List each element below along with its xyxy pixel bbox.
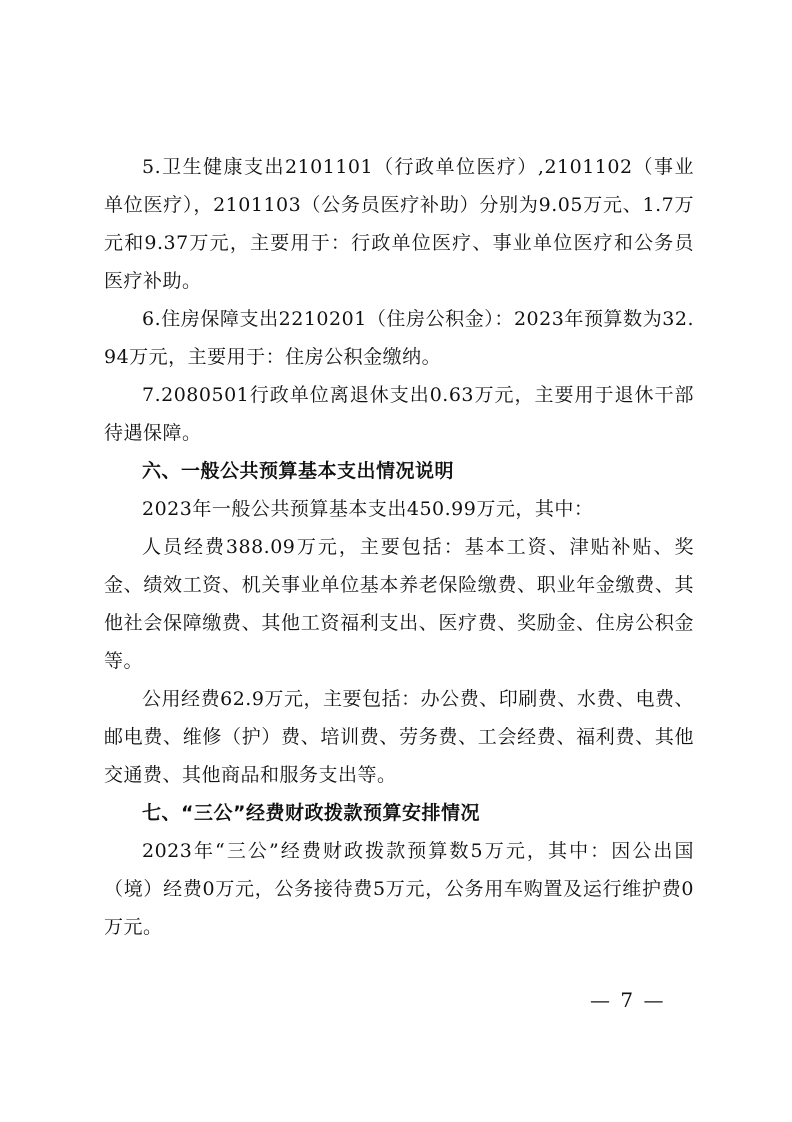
paragraph-personnel-expenses: 人员经费388.09万元，主要包括：基本工资、津贴补贴、奖金、绩效工资、机关事业单位基本养老保险缴费、职业年金缴费、其他社会保障缴费、其他工资福利支出、医疗费、奖励金、住房公积金等。 — [104, 536, 694, 672]
paragraph-retirement-expenditure: 7.2080501行政单位离退休支出0.63万元，主要用于退休干部待遇保障。 — [104, 384, 694, 444]
paragraph-basic-expenditure-total: 2023年一般公共预算基本支出450.99万元，其中： — [142, 498, 594, 520]
paragraph-health-expenditure: 5.卫生健康支出2101101（行政单位医疗）,2101102（事业单位医疗），2101103（公务员医疗补助）分别为9.05万元、1.7万元和9.37万元，主要用于：行政单位医疗、事业单位医疗和公务员医疗补助。 — [104, 156, 694, 292]
document-body — [104, 148, 694, 946]
page-number: — 7 — — [590, 988, 666, 1012]
section-heading-three-public-expenses: 七、“三公”经费财政拨款预算安排情况 — [142, 802, 480, 824]
paragraph-three-public-expenses: 2023年“三公”经费财政拨款预算数5万元，其中：因公出国（境）经费0万元，公务接待费5万元，公务用车购置及运行维护费0万元。 — [104, 840, 694, 938]
paragraph-housing-expenditure: 6.住房保障支出2210201（住房公积金）：2023年预算数为32.94万元，主要用于：住房公积金缴纳。 — [104, 308, 694, 368]
paragraph-public-expenses: 公用经费62.9万元，主要包括：办公费、印刷费、水费、电费、邮电费、维修（护）费、培训费、劳务费、工会经费、福利费、其他交通费、其他商品和服务支出等。 — [104, 688, 694, 786]
section-heading-basic-expenditure: 六、一般公共预算基本支出情况说明 — [142, 460, 455, 482]
